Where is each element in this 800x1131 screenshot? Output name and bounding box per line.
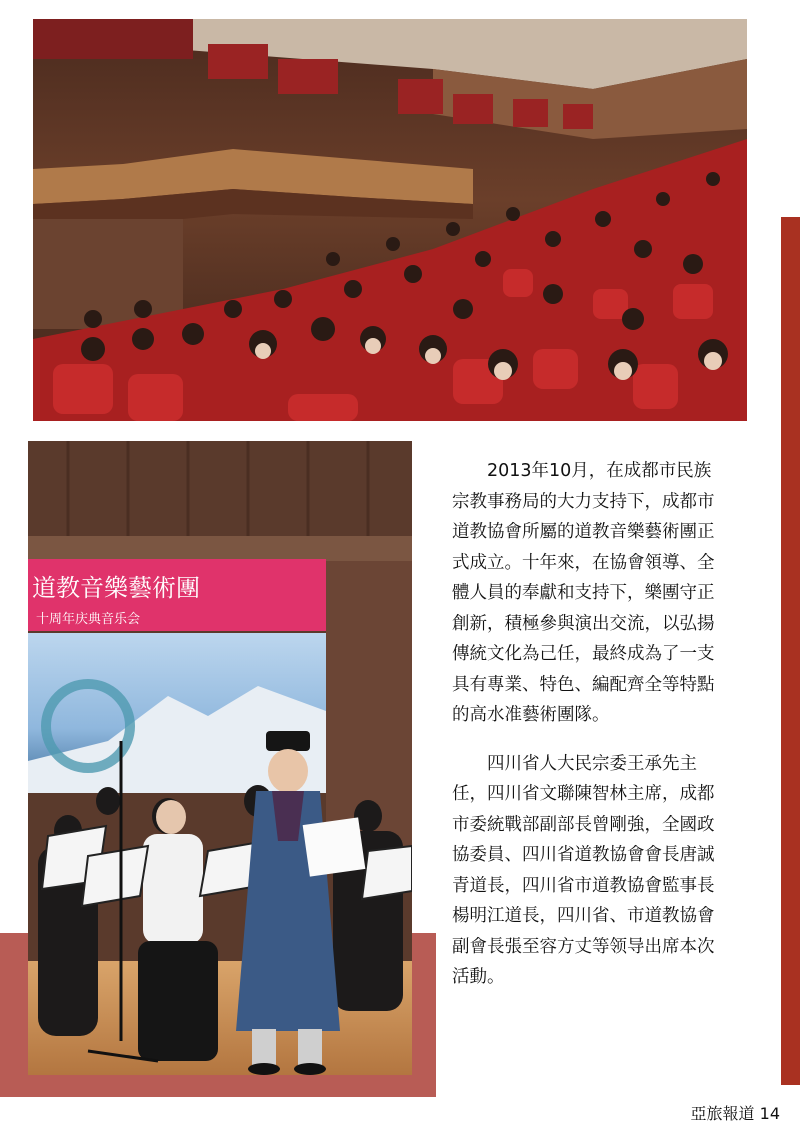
stage-photo (28, 441, 412, 1075)
accent-bar (781, 217, 800, 1085)
article-paragraph-2: 四川省人大民宗委王承先主任，四川省文聯陳智林主席，成都市委統戰部副部長曾剛強，全國政協委員、四川省道教協會會長唐誠青道長，四川省市道教協會監事長楊明江道長，四川省、市道教協會副會長張至容方丈等领导出席本次活動。 (452, 753, 715, 987)
article-body (452, 456, 722, 1011)
article-paragraph-1: 2013年10月，在成都市民族宗教事務局的大力支持下，成都市道教協會所屬的道教音樂藝術團正式成立。十年來，在協會領導、全體人員的奉獻和支持下，樂團守正創新，積極參與演出交流，以弘揚傳統文化為己任，最終成為了一支具有專業、特色、編配齊全等特點的高水准藝術團隊。 (452, 461, 715, 725)
banner-subtitle: 十周年庆典音乐会 (36, 612, 141, 627)
audience-photo (33, 19, 747, 421)
banner-title: 道教音樂藝術團 (32, 574, 200, 602)
page-footer: 亞旅報道 14 (690, 1104, 780, 1123)
stage-photo-image (28, 441, 412, 1075)
audience-photo-image (33, 19, 747, 421)
